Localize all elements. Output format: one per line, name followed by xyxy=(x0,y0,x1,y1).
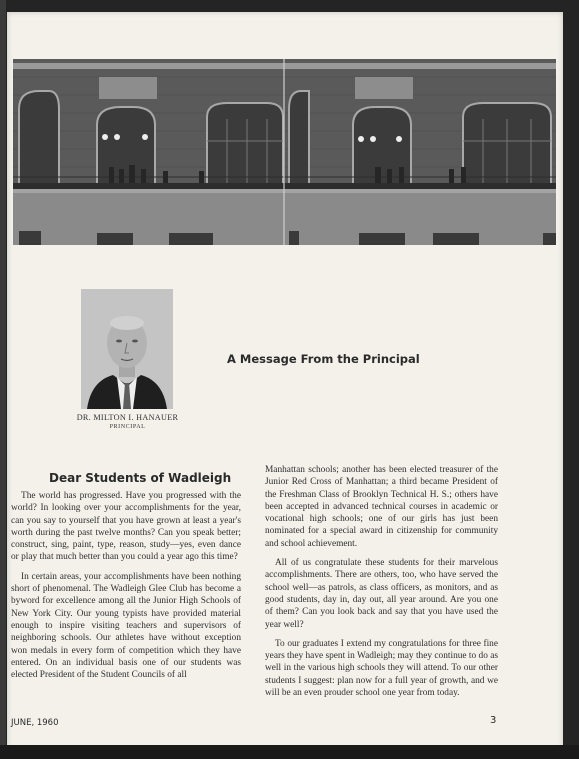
paragraph: In certain areas, your accomplishments have been nothing short of phenomenal. The Wadleigh Glee Club has become a byword for excellence among all the Junior High Schools of New York City. Our young typists have provided material enough to inspire visiting teachers and supervisors of neighboring schools. Our athletes have without exception won medals in every form of competition which they have entered. On an individual basis one of our students was elected President of the Student Councils of all xyxy=(11,571,241,681)
scan-bottom-edge xyxy=(0,745,579,759)
portrait-caption-title: PRINCIPAL xyxy=(109,424,146,430)
letter-right-column xyxy=(265,464,498,706)
paragraph: The world has progressed. Have you progressed with the world? In looking over your accomplishments for the year, can you say to yourself that you have grown at least a year's worth during the past twelve months? Can you speak better; construct, sing, paint, type, reason, study—yes, even dance or play that much better than you could a year ago this time? xyxy=(11,491,241,563)
portrait-caption-name: DR. MILTON I. HANAUER xyxy=(76,413,179,422)
school-building-photo xyxy=(13,59,556,245)
principal-portrait-photo xyxy=(81,289,173,409)
paragraph: To our graduates I extend my congratulations for three fine years they have spent in Wadleigh; may they continue to do as well in the various high schools they will attend. To our other students I suggest: plan now for a full year of growth, and we will be an even prouder school one year from today. xyxy=(265,638,498,699)
letter-salutation: Dear Students of Wadleigh xyxy=(49,471,232,485)
magazine-page xyxy=(7,12,563,752)
letter-left-column xyxy=(11,490,241,688)
paragraph: Manhattan schools; another has been elected treasurer of the Junior Red Cross of Manhattan; a third became President of the Freshman Class of Brooklyn Technical H. S.; others have been accepted in advanced technical courses in academic or vocational high schools; one of our girls has just been nominated for a special award in citizenship for community and school achievement. xyxy=(265,465,498,549)
message-heading: A Message From the Principal xyxy=(227,352,420,366)
binding-edge xyxy=(0,0,6,759)
issue-date: JUNE, 1960 xyxy=(11,718,59,728)
page-number: 3 xyxy=(490,715,497,726)
paragraph: All of us congratulate these students for their marvelous accomplishments. There are others, too, who have served the school well—as patrols, as class officers, as monitors, and as good students, day in, day out, all year around. Are you one of them? Can you look back and say that you have used the year well? xyxy=(265,558,498,630)
